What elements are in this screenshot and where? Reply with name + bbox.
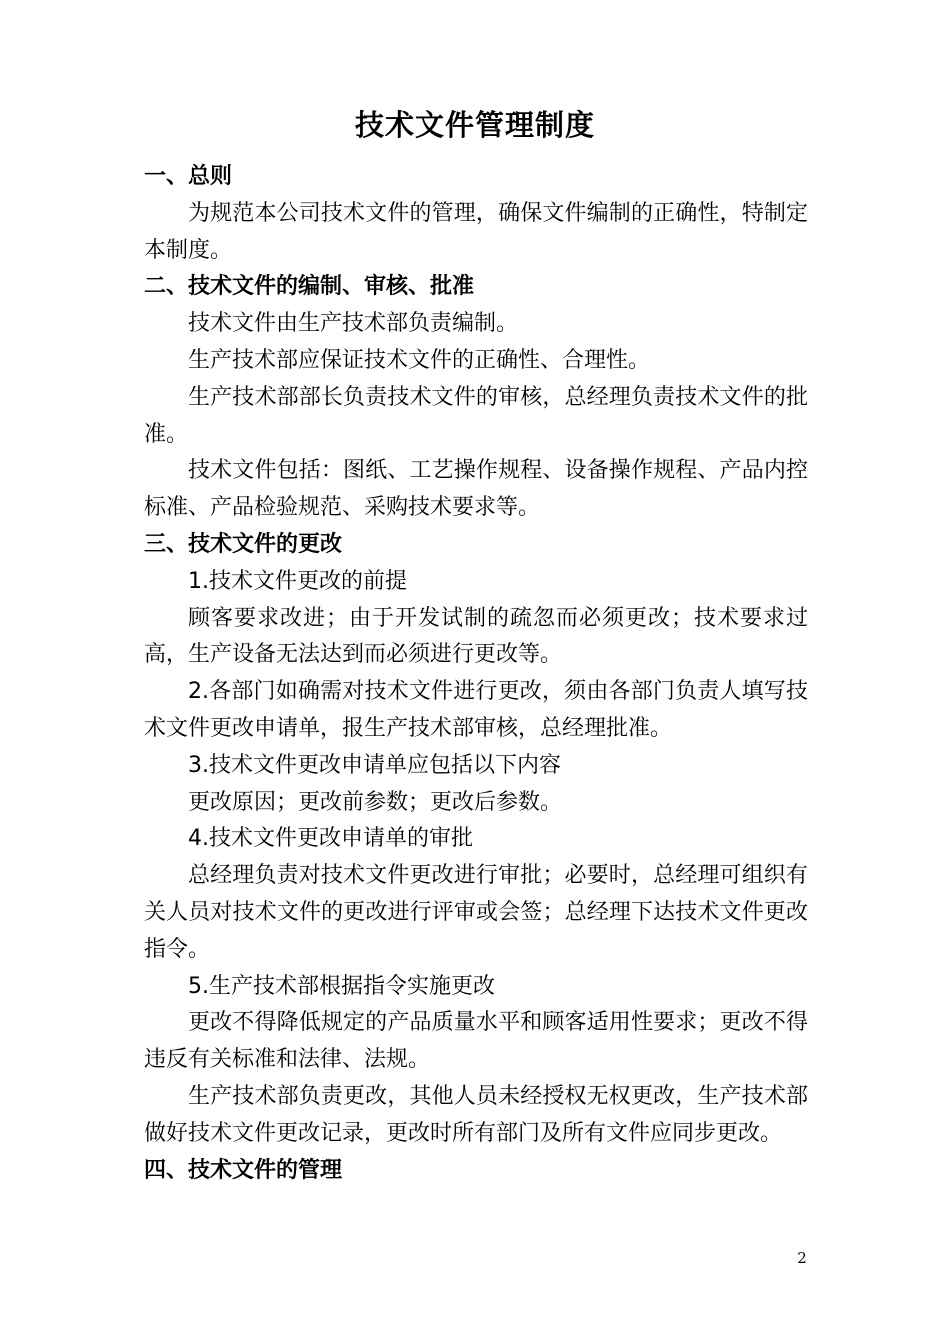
paragraph: 1.技术文件更改的前提 bbox=[188, 568, 407, 594]
page-number: 2 bbox=[797, 1249, 807, 1267]
paragraph: 更改原因；更改前参数；更改后参数。 bbox=[188, 789, 563, 815]
document-body bbox=[144, 159, 808, 1189]
paragraph: 总经理负责对技术文件更改进行审批；必要时，总经理可组织有关人员对技术文件的更改进行评审或会签；总经理下达技术文件更改指令。 bbox=[144, 863, 808, 962]
section-heading-management: 四、技术文件的管理 bbox=[144, 1157, 343, 1183]
section-heading-general: 一、总则 bbox=[144, 164, 233, 189]
paragraph: 5.生产技术部根据指令实施更改 bbox=[188, 973, 495, 999]
paragraph: 顾客要求改进；由于开发试制的疏忽而必须更改；技术要求过高，生产设备无法达到而必须进行更改等。 bbox=[144, 605, 808, 668]
document-title: 技术文件管理制度 bbox=[354, 108, 595, 142]
paragraph: 技术文件由生产技术部负责编制。 bbox=[188, 311, 519, 337]
paragraph: 4.技术文件更改申请单的审批 bbox=[188, 826, 473, 852]
section-heading-changes: 三、技术文件的更改 bbox=[144, 531, 343, 557]
paragraph-purpose: 为规范本公司技术文件的管理，确保文件编制的正确性，特制定本制度。 bbox=[144, 200, 808, 263]
paragraph: 3.技术文件更改申请单应包括以下内容 bbox=[188, 752, 561, 778]
section-heading-preparation: 二、技术文件的编制、审核、批准 bbox=[144, 274, 475, 300]
paragraph: 生产技术部负责更改，其他人员未经授权无权更改，生产技术部做好技术文件更改记录，更改时所有部门及所有文件应同步更改。 bbox=[144, 1083, 808, 1146]
paragraph: 更改不得降低规定的产品质量水平和顾客适用性要求；更改不得违反有关标准和法律、法规。 bbox=[144, 1010, 808, 1073]
paragraph: 生产技术部应保证技术文件的正确性、合理性。 bbox=[188, 347, 651, 373]
paragraph: 技术文件包括：图纸、工艺操作规程、设备操作规程、产品内控标准、产品检验规范、采购技术要求等。 bbox=[144, 458, 808, 521]
paragraph: 2.各部门如确需对技术文件进行更改，须由各部门负责人填写技术文件更改申请单，报生产技术部审核，总经理批准。 bbox=[144, 679, 808, 741]
paragraph: 生产技术部部长负责技术文件的审核，总经理负责技术文件的批准。 bbox=[144, 384, 808, 447]
